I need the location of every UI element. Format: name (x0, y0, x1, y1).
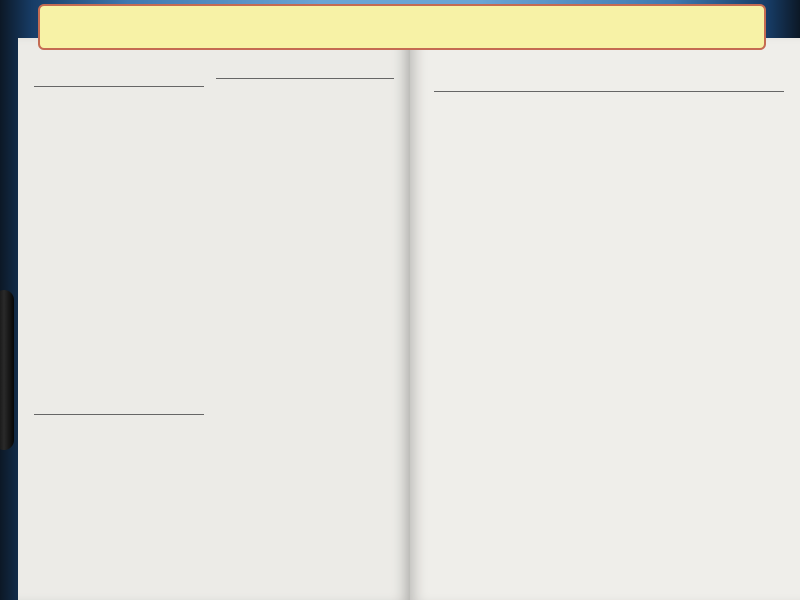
page-title (38, 4, 766, 50)
binder-ring (0, 290, 14, 450)
divider (34, 414, 204, 415)
divider (34, 86, 204, 87)
right-page (410, 38, 800, 600)
left-page (18, 38, 410, 600)
divider (216, 78, 394, 79)
divider (434, 91, 784, 92)
